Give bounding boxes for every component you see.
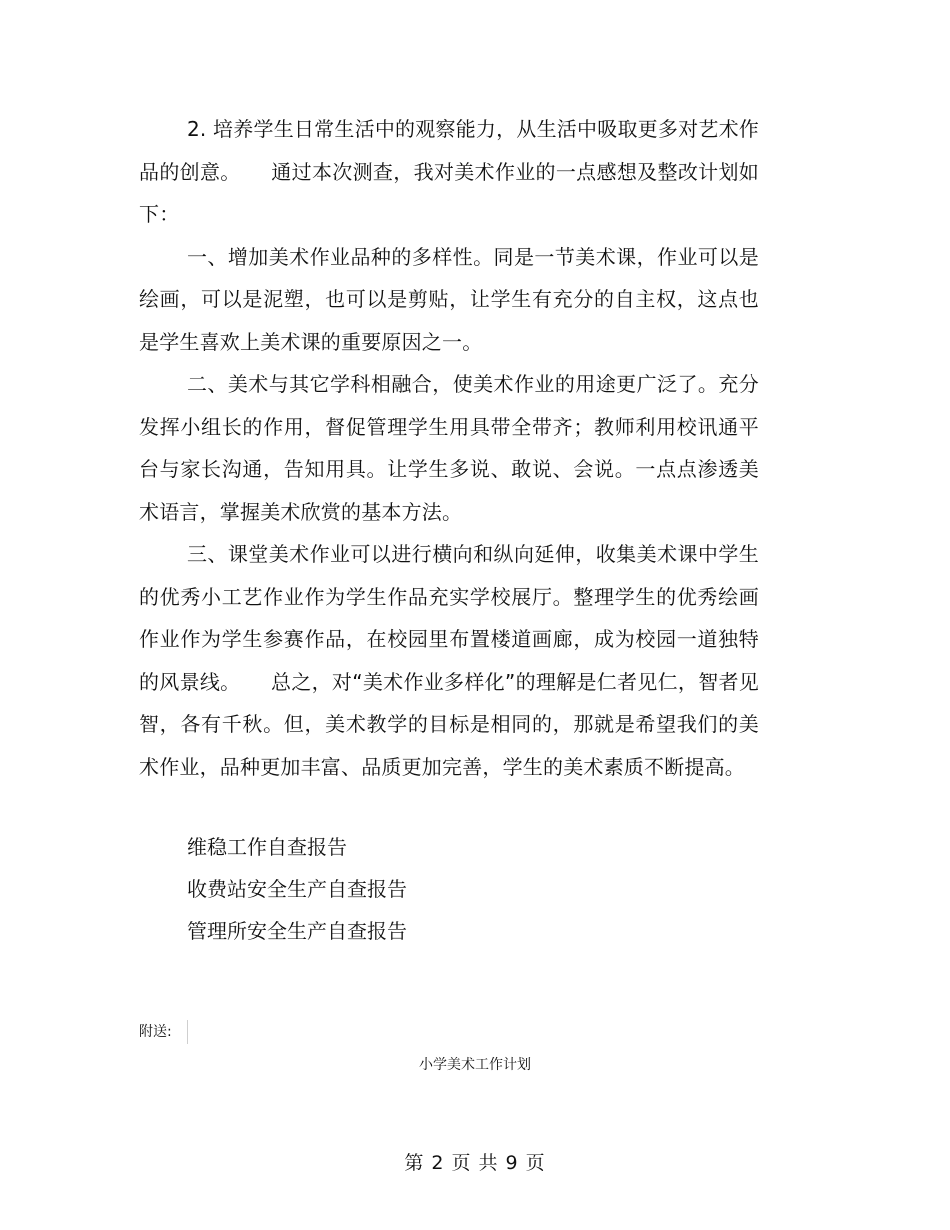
related-link[interactable]: 管理所安全生产自查报告: [187, 919, 407, 943]
related-link[interactable]: 维稳工作自查报告: [187, 835, 347, 859]
divider: [187, 1020, 188, 1044]
paragraph: 2. 培养学生日常生活中的观察能力，从生活中吸取更多对艺术作品的创意。 通过本次测查，我对美术作业的一点感想及整改计划如下：: [139, 117, 759, 226]
paragraph: 一、增加美术作业品种的多样性。同是一节美术课，作业可以是绘画，可以是泥塑，也可以是剪贴，让学生有充分的自主权，这点也是学生喜欢上美术课的重要原因之一。: [139, 244, 759, 354]
attachment-label: 附送:: [139, 1024, 172, 1040]
related-link[interactable]: 收费站安全生产自查报告: [187, 877, 407, 901]
page-number-footer: 第 2 页 共 9 页: [404, 1152, 546, 1174]
paragraph: 二、美术与其它学科相融合，使美术作业的用途更广泛了。充分发挥小组长的作用，督促管理学生用具带全带齐；教师利用校讯通平台与家长沟通，告知用具。让学生多说、敢说、会说。一点点渗透美术语言，掌握美术欣赏的基本方法。: [139, 372, 759, 524]
paragraph: 三、课堂美术作业可以进行横向和纵向延伸，收集美术课中学生的优秀小工艺作业作为学生作品充实学校展厅。整理学生的优秀绘画作业作为学生参赛作品，在校园里布置楼道画廊，成为校园一道独特的风景线。 总之，对“美术作业多样化”的理解是仁者见仁，智者见智，各有千秋。但，美术教学的目标是相同的，那就是希望我们的美术作业，品种更加丰富、品质更加完善，学生的美术素质不断提高。: [139, 542, 759, 779]
document-body: [139, 108, 759, 788]
attachment-title: 小学美术工作计划: [419, 1057, 531, 1073]
